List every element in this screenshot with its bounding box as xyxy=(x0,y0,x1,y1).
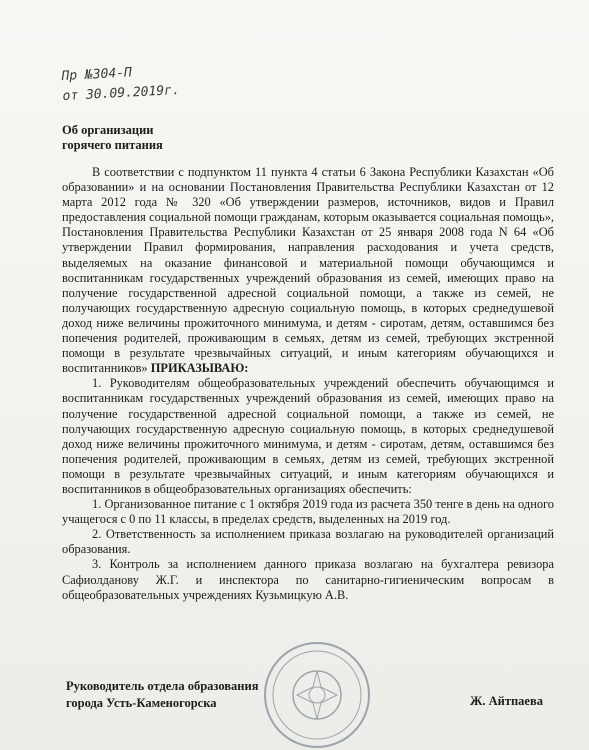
preamble-text: В соответствии с подпунктом 11 пункта 4 статьи 6 Закона Республики Казахстан «Об образовании» и на основании Постановления Правительства Республики Казахстан от 12 марта 2012 года № 320 «Об утверждении размеров, источников, видов и Правил предоставления социальной помощи гражданам, которым оказывается социальная помощь», Постановления Правительства Республики Казахстан от 25 января 2008 года N 64 «Об утверждении Правил формирования, направления расходования и учета средств, выделяемых на оказание финансовой и материальной помощи обучающимся и воспитанникам государственных учреждений образования из семей, имеющих право на получение государственной адресной социальной помощи, а также из семей, не получающих государственную адресную социальную помощь, в которых среднедушевой доход ниже величины прожиточного минимума, и детям - сиротам, детям, оставшимся без попечения родителей, проживающим в семьях, детям из семей, требующих экстренной помощи в результате чрезвычайных ситуаций, и иным категориям обучающихся и воспитанников» xyxy=(62,165,554,376)
signatory-name: Ж. Айтпаева xyxy=(470,694,543,708)
title-line-1: Об организации xyxy=(62,123,154,137)
item-1-paragraph: 1. Руководителям общеобразовательных учреждений обеспечить обучающимся и воспитанникам государственных учреждений образования из семей, имеющих право на получение государственной адресной социальной помощи, а также из семей, не получающих государственную адресную социальную помощь, в которых среднедушевой доход ниже величины прожиточного минимума, и детям - сиротам, детям, оставшимся без попечения родителей, проживающим в семьях, детям из семей, требующих экстренной помощи в результате чрезвычайных ситуаций, и иным категориям обучающихся и воспитанников в общеобразовательных организациях обеспечить: xyxy=(62,376,554,496)
preamble-paragraph xyxy=(62,165,554,376)
handwritten-order-number xyxy=(61,61,180,107)
item-3-paragraph: 3. Контроль за исполнением данного приказа возлагаю на бухгалтера ревизора Сафиолданову Ж.Г. и инспектора по санитарно-гигиеническим вопросам в общеобразовательных учреждениях Кузьмицкую А.В. xyxy=(62,557,554,602)
signatory-position-line-2: города Усть-Каменогорска xyxy=(66,696,217,710)
item-1-1-paragraph: 1. Организованное питание с 1 октября 2019 года из расчета 350 тенге в день на одного учащегося с 0 по 11 классы, в пределах средств, выделенных на 2019 год. xyxy=(62,497,554,527)
signatory-position-line-1: Руководитель отдела образования xyxy=(66,679,259,693)
order-word: ПРИКАЗЫВАЮ: xyxy=(150,361,249,376)
document-title xyxy=(62,123,163,153)
title-line-2: горячего питания xyxy=(62,138,163,152)
signatory-position xyxy=(66,678,258,712)
official-seal-icon xyxy=(262,640,372,750)
order-number: Пр №304-П xyxy=(61,65,133,85)
document-body xyxy=(62,165,554,603)
item-2-paragraph: 2. Ответственность за исполнением приказа возлагаю на руководителей организаций образования. xyxy=(62,527,554,557)
order-date: от 30.09.2019г. xyxy=(62,82,181,105)
